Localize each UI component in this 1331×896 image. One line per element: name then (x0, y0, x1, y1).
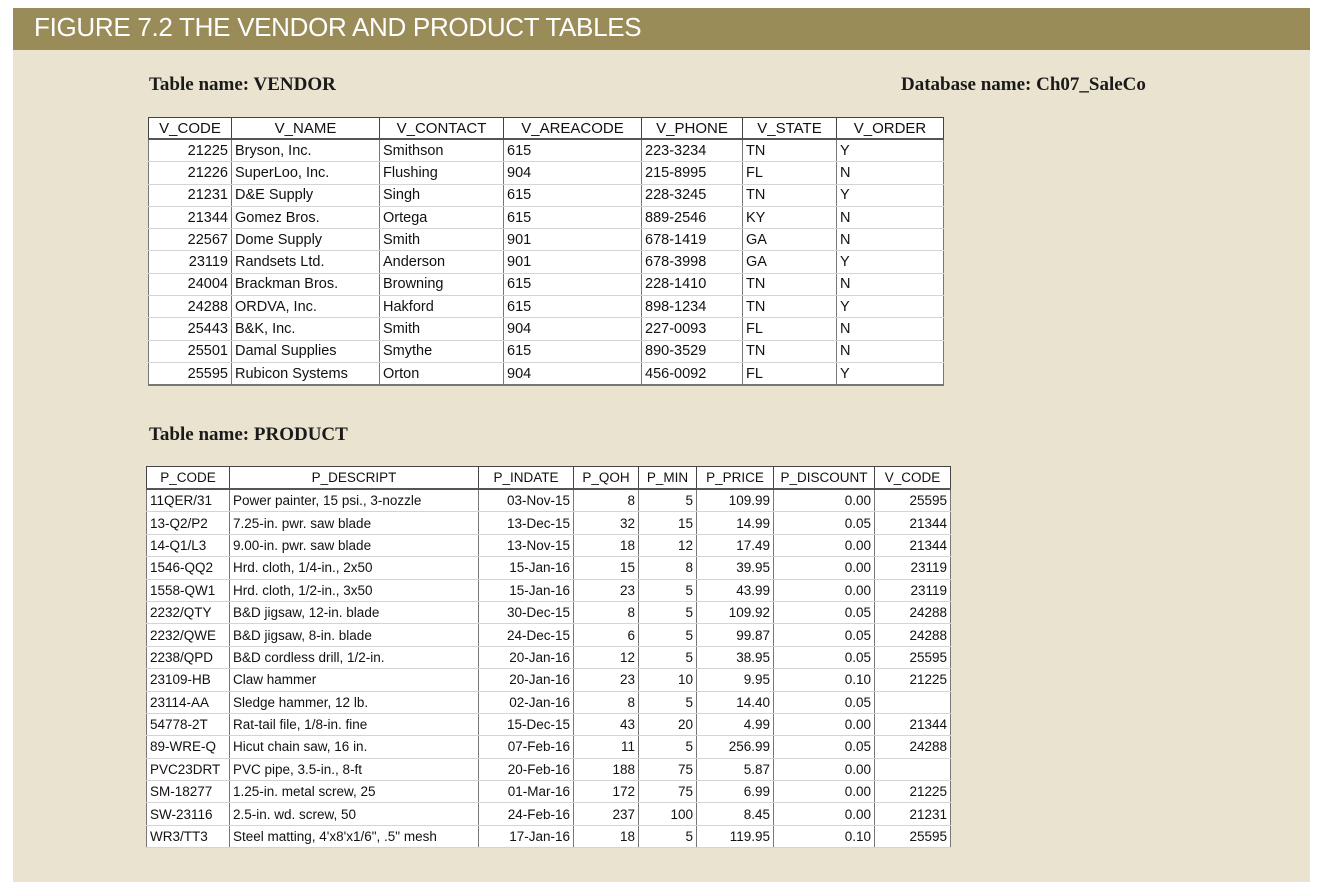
table-cell: 188 (574, 758, 639, 780)
table-cell: 01-Mar-16 (479, 781, 574, 803)
vendor-row[interactable] (149, 273, 944, 295)
table-cell: 901 (504, 229, 642, 251)
vendor-row[interactable] (149, 318, 944, 340)
table-cell: 8 (574, 691, 639, 713)
table-cell: ORDVA, Inc. (232, 296, 380, 318)
vendor-row[interactable] (149, 162, 944, 184)
table-cell: 21225 (149, 139, 232, 162)
table-cell: Smith (380, 318, 504, 340)
table-cell: 5 (639, 825, 697, 847)
table-cell: TN (743, 273, 837, 295)
table-cell: 8.45 (697, 803, 774, 825)
product-row[interactable] (147, 512, 951, 534)
table-cell: 21225 (875, 781, 951, 803)
table-cell: 5 (639, 579, 697, 601)
table-cell: N (837, 273, 944, 295)
vendor-row[interactable] (149, 139, 944, 162)
figure-header (13, 8, 1310, 50)
table-cell: Randsets Ltd. (232, 251, 380, 273)
product-row[interactable] (147, 534, 951, 556)
table-cell: 8 (574, 489, 639, 512)
table-cell: 23119 (875, 579, 951, 601)
table-cell: 21344 (875, 713, 951, 735)
table-cell: 8 (639, 557, 697, 579)
table-cell: 13-Dec-15 (479, 512, 574, 534)
table-cell: KY (743, 206, 837, 228)
table-cell: Orton (380, 362, 504, 385)
product-row[interactable] (147, 579, 951, 601)
table-cell: 23114-AA (147, 691, 230, 713)
table-cell: 14-Q1/L3 (147, 534, 230, 556)
column-header[interactable]: P_CODE (147, 467, 230, 490)
table-cell: 0.10 (774, 669, 875, 691)
table-cell: Y (837, 139, 944, 162)
table-cell: TN (743, 296, 837, 318)
table-cell: 54778-2T (147, 713, 230, 735)
table-cell: 8 (574, 601, 639, 623)
table-cell: Ortega (380, 206, 504, 228)
table-cell: 02-Jan-16 (479, 691, 574, 713)
table-cell: 615 (504, 206, 642, 228)
table-cell: Y (837, 251, 944, 273)
table-cell: 615 (504, 184, 642, 206)
table-cell: 0.00 (774, 758, 875, 780)
table-cell: B&D cordless drill, 1/2-in. (230, 646, 479, 668)
table-cell: 15-Jan-16 (479, 579, 574, 601)
table-cell: D&E Supply (232, 184, 380, 206)
table-cell: 25595 (149, 362, 232, 385)
table-cell: Claw hammer (230, 669, 479, 691)
table-cell: 2238/QPD (147, 646, 230, 668)
table-cell: 100 (639, 803, 697, 825)
vendor-row[interactable] (149, 184, 944, 206)
table-cell: 237 (574, 803, 639, 825)
product-row[interactable] (147, 803, 951, 825)
table-cell: 109.92 (697, 601, 774, 623)
table-cell: 14.40 (697, 691, 774, 713)
table-cell: 0.05 (774, 646, 875, 668)
table-cell: 10 (639, 669, 697, 691)
table-cell: 904 (504, 318, 642, 340)
table-cell: Sledge hammer, 12 lb. (230, 691, 479, 713)
table-cell: N (837, 162, 944, 184)
table-cell: 0.00 (774, 557, 875, 579)
column-header[interactable]: V_NAME (232, 118, 380, 140)
column-header[interactable]: V_ORDER (837, 118, 944, 140)
table-cell: 904 (504, 362, 642, 385)
table-cell: N (837, 340, 944, 362)
table-cell: 03-Nov-15 (479, 489, 574, 512)
table-cell: FL (743, 162, 837, 184)
table-cell: 9.00-in. pwr. saw blade (230, 534, 479, 556)
table-cell: 11QER/31 (147, 489, 230, 512)
table-cell: 12 (574, 646, 639, 668)
product-row[interactable] (147, 557, 951, 579)
column-header[interactable]: V_STATE (743, 118, 837, 140)
vendor-row[interactable] (149, 229, 944, 251)
table-cell: 14.99 (697, 512, 774, 534)
table-cell: 0.00 (774, 534, 875, 556)
column-header[interactable]: P_INDATE (479, 467, 574, 490)
table-cell: 20 (639, 713, 697, 735)
table-cell: 2.5-in. wd. screw, 50 (230, 803, 479, 825)
table-cell: Hakford (380, 296, 504, 318)
table-cell: SuperLoo, Inc. (232, 162, 380, 184)
table-cell: 23119 (149, 251, 232, 273)
table-cell: 1546-QQ2 (147, 557, 230, 579)
table-cell: B&K, Inc. (232, 318, 380, 340)
table-cell: 0.05 (774, 736, 875, 758)
table-cell: B&D jigsaw, 8-in. blade (230, 624, 479, 646)
table-cell: TN (743, 184, 837, 206)
table-cell: 215-8995 (642, 162, 743, 184)
table-cell: GA (743, 229, 837, 251)
table-cell: 18 (574, 825, 639, 847)
table-cell: 615 (504, 296, 642, 318)
table-cell: SW-23116 (147, 803, 230, 825)
table-cell: 227-0093 (642, 318, 743, 340)
table-cell (875, 758, 951, 780)
table-cell: 0.05 (774, 624, 875, 646)
table-cell: 1.25-in. metal screw, 25 (230, 781, 479, 803)
table-cell: 21231 (149, 184, 232, 206)
table-cell: 21226 (149, 162, 232, 184)
table-cell: 43.99 (697, 579, 774, 601)
table-cell: Power painter, 15 psi., 3-nozzle (230, 489, 479, 512)
figure-title: FIGURE 7.2 THE VENDOR AND PRODUCT TABLES (34, 12, 642, 42)
table-cell: Bryson, Inc. (232, 139, 380, 162)
table-cell: 9.95 (697, 669, 774, 691)
table-cell: 5.87 (697, 758, 774, 780)
table-cell: 228-3245 (642, 184, 743, 206)
column-header[interactable]: V_PHONE (642, 118, 743, 140)
table-cell: 99.87 (697, 624, 774, 646)
table-cell: 12 (639, 534, 697, 556)
table-cell: 0.00 (774, 713, 875, 735)
table-cell: 0.00 (774, 803, 875, 825)
table-cell: 23109-HB (147, 669, 230, 691)
table-cell: 24-Dec-15 (479, 624, 574, 646)
product-row[interactable] (147, 713, 951, 735)
table-cell: 7.25-in. pwr. saw blade (230, 512, 479, 534)
table-cell: 5 (639, 624, 697, 646)
table-cell: Smythe (380, 340, 504, 362)
column-header[interactable]: P_QOH (574, 467, 639, 490)
table-cell: 615 (504, 273, 642, 295)
table-cell: 25501 (149, 340, 232, 362)
table-cell: 119.95 (697, 825, 774, 847)
table-cell: PVC pipe, 3.5-in., 8-ft (230, 758, 479, 780)
table-cell: 5 (639, 691, 697, 713)
table-cell: 25443 (149, 318, 232, 340)
table-cell: Damal Supplies (232, 340, 380, 362)
table-cell: 21344 (875, 512, 951, 534)
table-cell: 24288 (875, 624, 951, 646)
table-cell: 32 (574, 512, 639, 534)
table-cell: 18 (574, 534, 639, 556)
table-cell: 5 (639, 601, 697, 623)
table-cell: 678-1419 (642, 229, 743, 251)
column-header[interactable]: P_DESCRIPT (230, 467, 479, 490)
table-cell: Dome Supply (232, 229, 380, 251)
table-cell: N (837, 206, 944, 228)
column-header[interactable]: V_CODE (875, 467, 951, 490)
table-cell: Y (837, 184, 944, 206)
table-cell: 22567 (149, 229, 232, 251)
table-cell: 75 (639, 781, 697, 803)
table-cell: TN (743, 139, 837, 162)
table-cell: Steel matting, 4'x8'x1/6", .5" mesh (230, 825, 479, 847)
table-cell: 109.99 (697, 489, 774, 512)
table-cell: Singh (380, 184, 504, 206)
table-cell: 5 (639, 646, 697, 668)
table-cell: 6.99 (697, 781, 774, 803)
table-cell: 0.05 (774, 691, 875, 713)
vendor-header-row (149, 118, 944, 140)
table-cell: Hrd. cloth, 1/2-in., 3x50 (230, 579, 479, 601)
table-cell: 24004 (149, 273, 232, 295)
table-cell: 39.95 (697, 557, 774, 579)
table-cell: B&D jigsaw, 12-in. blade (230, 601, 479, 623)
table-cell: 23 (574, 579, 639, 601)
table-cell: 0.00 (774, 489, 875, 512)
table-cell: 25595 (875, 646, 951, 668)
product-row[interactable] (147, 691, 951, 713)
table-cell: 07-Feb-16 (479, 736, 574, 758)
table-cell: 23119 (875, 557, 951, 579)
column-header[interactable]: P_PRICE (697, 467, 774, 490)
table-cell: PVC23DRT (147, 758, 230, 780)
table-cell: 17-Jan-16 (479, 825, 574, 847)
vendor-row[interactable] (149, 251, 944, 273)
table-cell: Rat-tail file, 1/8-in. fine (230, 713, 479, 735)
product-row[interactable] (147, 669, 951, 691)
table-cell: 38.95 (697, 646, 774, 668)
table-cell: 21344 (875, 534, 951, 556)
table-cell: 20-Feb-16 (479, 758, 574, 780)
column-header[interactable]: V_CODE (149, 118, 232, 140)
table-cell: 15-Jan-16 (479, 557, 574, 579)
table-cell: 89-WRE-Q (147, 736, 230, 758)
table-cell: 24288 (875, 601, 951, 623)
table-cell: 17.49 (697, 534, 774, 556)
table-cell: 0.05 (774, 601, 875, 623)
table-cell: 13-Nov-15 (479, 534, 574, 556)
table-cell: 256.99 (697, 736, 774, 758)
table-cell: 43 (574, 713, 639, 735)
table-cell: 21225 (875, 669, 951, 691)
product-row[interactable] (147, 736, 951, 758)
table-cell: SM-18277 (147, 781, 230, 803)
table-cell: 30-Dec-15 (479, 601, 574, 623)
table-cell: 5 (639, 489, 697, 512)
table-cell: FL (743, 318, 837, 340)
table-cell: 890-3529 (642, 340, 743, 362)
product-row[interactable] (147, 646, 951, 668)
table-cell: TN (743, 340, 837, 362)
table-cell: 615 (504, 139, 642, 162)
product-row[interactable] (147, 489, 951, 512)
table-cell: 898-1234 (642, 296, 743, 318)
column-header[interactable]: P_MIN (639, 467, 697, 490)
table-cell: Smith (380, 229, 504, 251)
table-cell: Rubicon Systems (232, 362, 380, 385)
vendor-table-caption: Table name: VENDOR (149, 74, 336, 95)
product-row[interactable] (147, 601, 951, 623)
vendor-row[interactable] (149, 340, 944, 362)
column-header[interactable]: P_DISCOUNT (774, 467, 875, 490)
table-cell: 24288 (149, 296, 232, 318)
table-cell: GA (743, 251, 837, 273)
product-table-caption: Table name: PRODUCT (149, 424, 348, 445)
table-cell: 678-3998 (642, 251, 743, 273)
table-cell: 11 (574, 736, 639, 758)
table-cell: 0.00 (774, 579, 875, 601)
product-row[interactable] (147, 758, 951, 780)
table-cell: 2232/QWE (147, 624, 230, 646)
table-cell: 20-Jan-16 (479, 669, 574, 691)
table-cell: Flushing (380, 162, 504, 184)
table-cell: N (837, 229, 944, 251)
table-cell: 0.05 (774, 512, 875, 534)
table-cell: 13-Q2/P2 (147, 512, 230, 534)
table-cell: 15-Dec-15 (479, 713, 574, 735)
table-cell (875, 691, 951, 713)
table-cell: Browning (380, 273, 504, 295)
table-cell: 172 (574, 781, 639, 803)
table-cell: 21344 (149, 206, 232, 228)
product-header-row (147, 467, 951, 490)
vendor-table (148, 117, 944, 386)
vendor-row[interactable] (149, 296, 944, 318)
product-row[interactable] (147, 624, 951, 646)
table-cell: 21231 (875, 803, 951, 825)
table-cell: Anderson (380, 251, 504, 273)
table-cell: WR3/TT3 (147, 825, 230, 847)
table-cell: FL (743, 362, 837, 385)
table-cell: Gomez Bros. (232, 206, 380, 228)
database-name-caption: Database name: Ch07_SaleCo (901, 74, 1146, 95)
table-cell: 24-Feb-16 (479, 803, 574, 825)
table-cell: Brackman Bros. (232, 273, 380, 295)
column-header[interactable]: V_AREACODE (504, 118, 642, 140)
table-cell: 24288 (875, 736, 951, 758)
table-cell: 228-1410 (642, 273, 743, 295)
table-cell: Hrd. cloth, 1/4-in., 2x50 (230, 557, 479, 579)
table-cell: Hicut chain saw, 16 in. (230, 736, 479, 758)
table-cell: 615 (504, 340, 642, 362)
table-cell: 2232/QTY (147, 601, 230, 623)
table-cell: 4.99 (697, 713, 774, 735)
vendor-row[interactable] (149, 206, 944, 228)
table-cell: 20-Jan-16 (479, 646, 574, 668)
table-cell: Smithson (380, 139, 504, 162)
table-cell: 0.10 (774, 825, 875, 847)
table-cell: 1558-QW1 (147, 579, 230, 601)
column-header[interactable]: V_CONTACT (380, 118, 504, 140)
table-cell: 23 (574, 669, 639, 691)
table-cell: 25595 (875, 489, 951, 512)
table-cell: 6 (574, 624, 639, 646)
table-cell: 223-3234 (642, 139, 743, 162)
table-cell: Y (837, 296, 944, 318)
table-cell: Y (837, 362, 944, 385)
table-cell: 456-0092 (642, 362, 743, 385)
table-cell: 904 (504, 162, 642, 184)
product-row[interactable] (147, 825, 951, 847)
table-cell: 901 (504, 251, 642, 273)
product-table (146, 466, 951, 848)
table-cell: 75 (639, 758, 697, 780)
table-cell: 889-2546 (642, 206, 743, 228)
vendor-row[interactable] (149, 362, 944, 385)
table-cell: 5 (639, 736, 697, 758)
table-cell: 0.00 (774, 781, 875, 803)
table-cell: N (837, 318, 944, 340)
table-cell: 15 (639, 512, 697, 534)
table-cell: 15 (574, 557, 639, 579)
product-row[interactable] (147, 781, 951, 803)
table-cell: 25595 (875, 825, 951, 847)
